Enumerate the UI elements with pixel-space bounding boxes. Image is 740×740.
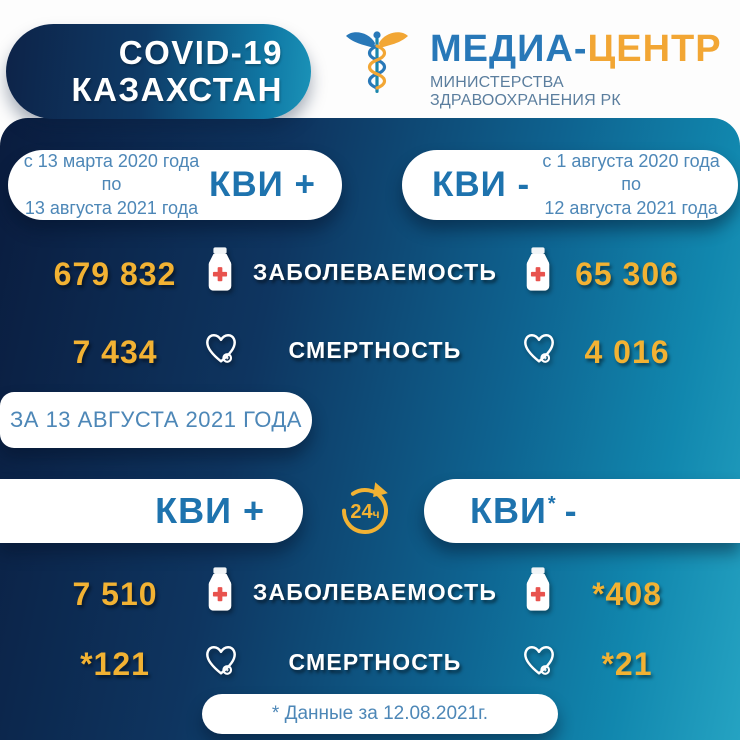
cumulative-incidence-label: ЗАБОЛЕВАЕМОСТЬ (252, 259, 498, 285)
cumulative-incidence-positive-value: 679 832 (53, 256, 177, 292)
daily-date-banner: ЗА 13 АВГУСТА 2021 ГОДА (0, 392, 312, 448)
brand-name (430, 30, 730, 70)
cumulative-mortality-label: СМЕРТНОСТЬ (288, 337, 462, 363)
daily-kvi-negative-sign: - (564, 490, 578, 531)
daily-kvi-negative-base: КВИ (470, 490, 547, 531)
badge-24-value: 24 (350, 501, 373, 523)
cumulative-mortality-positive-value: 7 434 (72, 334, 158, 370)
badge-title-line2: КАЗАХСТАН (71, 70, 283, 108)
badge-24-unit: ч (372, 507, 380, 521)
badge-title-line1: COVID-19 (118, 33, 283, 71)
medicine-bottle-icon (200, 246, 240, 297)
media-center-logo (342, 18, 734, 114)
daily-mortality-negative-value: *21 (601, 646, 653, 682)
daily-incidence-label: ЗАБОЛЕВАЕМОСТЬ (252, 579, 498, 605)
medicine-bottle-icon (200, 566, 240, 617)
kvi-positive-period (8, 150, 201, 220)
kvi-positive-label: КВИ + (209, 165, 316, 204)
brand-name-center: ЦЕНТР (587, 28, 722, 70)
daily-mortality-label: СМЕРТНОСТЬ (288, 649, 462, 675)
kvi-negative-period-pill (402, 150, 738, 220)
brand-name-media: МЕДИА- (430, 28, 588, 70)
covid-kazakhstan-badge (6, 24, 311, 119)
cumulative-mortality-negative-value: 4 016 (584, 334, 670, 370)
cumulative-incidence-negative-value: 65 306 (575, 256, 679, 292)
kvi-negative-period-line2: 12 августа 2021 года (544, 197, 718, 218)
daily-incidence-negative-value: *408 (592, 576, 662, 612)
svg-text:24ч (350, 501, 379, 523)
24h-cycle-icon (336, 482, 394, 540)
kvi-negative-period (536, 150, 738, 220)
daily-kvi-negative-pill (424, 479, 740, 543)
daily-incidence-positive-value: 7 510 (72, 576, 158, 612)
caduceus-icon (345, 26, 409, 98)
asterisk-superscript: * (547, 493, 557, 515)
daily-kvi-positive-label: КВИ + (155, 490, 265, 531)
kvi-negative-label: КВИ - (432, 165, 531, 204)
heart-stethoscope-icon (200, 326, 240, 373)
kvi-positive-period-line2: 13 августа 2021 года (24, 197, 199, 218)
footnote-pill: * Данные за 12.08.2021г. (202, 694, 558, 734)
kvi-negative-period-line1: с 1 августа 2020 года по (542, 150, 720, 195)
brand-subtitle: МИНИСТЕРСТВА ЗДРАВООХРАНЕНИЯ РК (430, 73, 621, 109)
daily-kvi-negative-label (470, 490, 578, 532)
kvi-positive-period-pill (8, 150, 342, 220)
daily-mortality-positive-value: *121 (80, 646, 150, 682)
kvi-positive-period-line1: с 13 марта 2020 года по (23, 150, 200, 195)
heart-stethoscope-icon (200, 638, 240, 685)
daily-kvi-positive-pill (0, 479, 303, 543)
